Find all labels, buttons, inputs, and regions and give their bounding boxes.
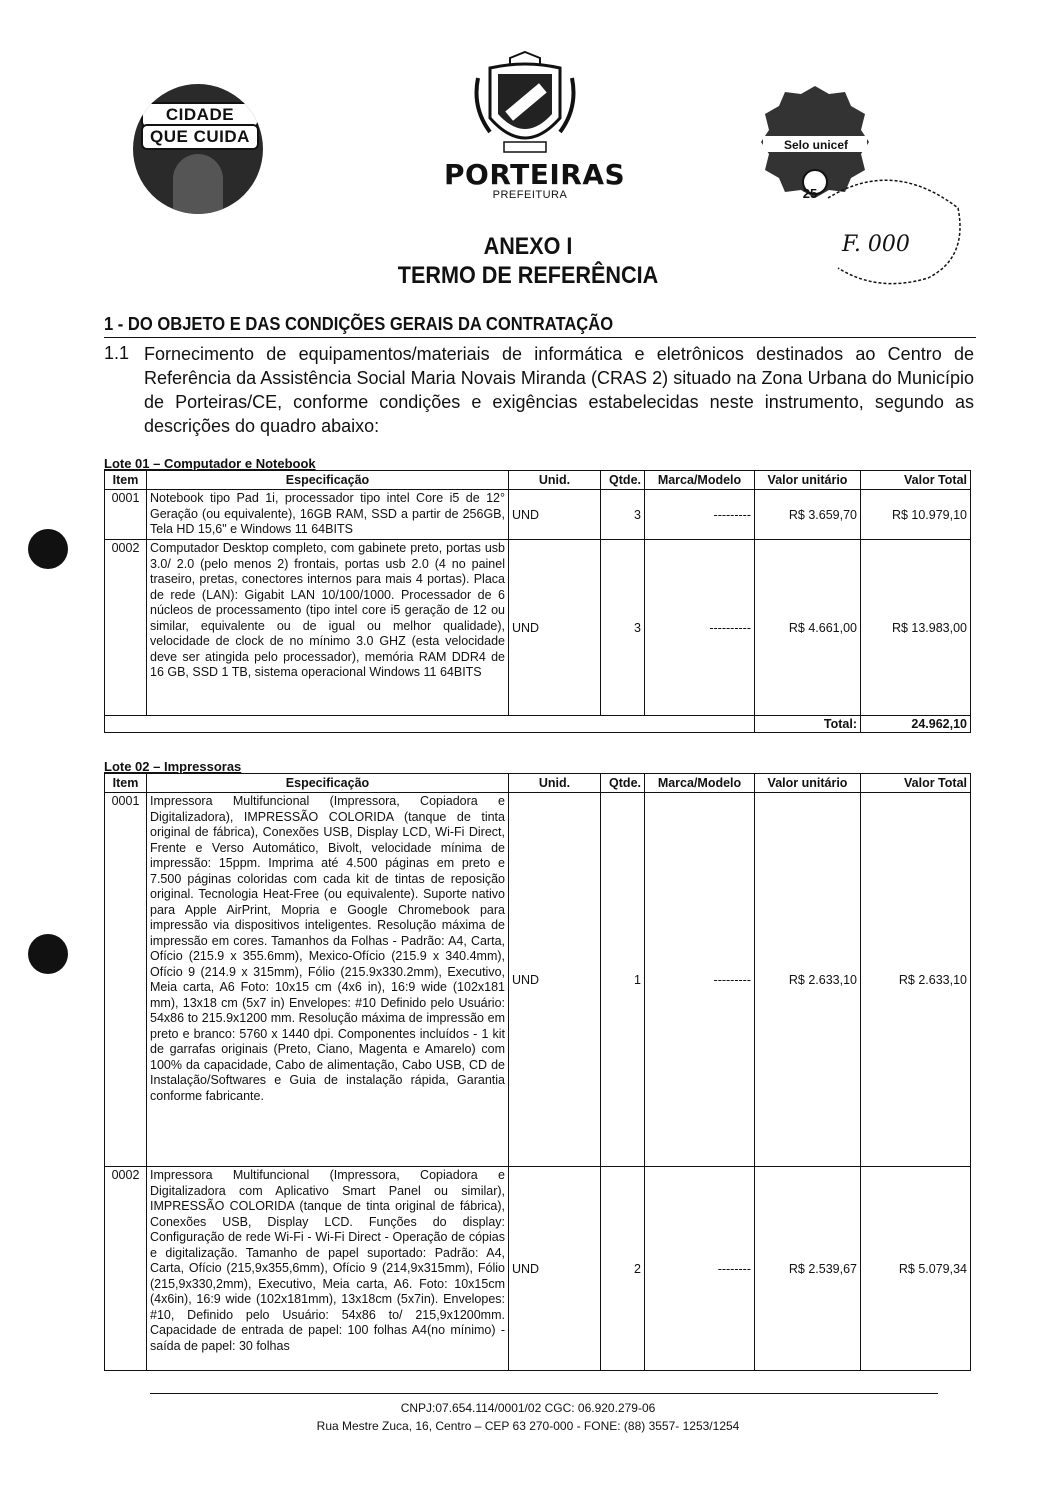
section-heading: 1 - DO OBJETO E DAS CONDIÇÕES GERAIS DA CONTRATAÇÃO — [104, 314, 614, 334]
cell-valor-total: R$ 13.983,00 — [861, 540, 971, 716]
col-unid: Unid. — [509, 471, 601, 490]
cell-item: 0001 — [105, 793, 147, 1167]
col-qtde: Qtde. — [601, 774, 645, 793]
table-row — [105, 793, 971, 1167]
total-value: 24.962,10 — [861, 716, 971, 733]
table-row — [105, 540, 971, 716]
cell-qtde: 2 — [601, 1167, 645, 1371]
cell-item: 0002 — [105, 540, 147, 716]
cell-valor-total: R$ 10.979,10 — [861, 490, 971, 540]
cell-item: 0002 — [105, 1167, 147, 1371]
col-spec: Especificação — [147, 471, 509, 490]
lote1-table — [104, 470, 971, 733]
footer-divider — [150, 1393, 938, 1394]
col-item: Item — [105, 471, 147, 490]
lote1-title: Lote 01 – Computador e Notebook — [104, 456, 316, 471]
table-row — [105, 1167, 971, 1371]
cell-marca: --------- — [645, 793, 755, 1167]
col-valor-total: Valor Total — [861, 774, 971, 793]
cell-unid: UND — [509, 540, 601, 716]
cidade-que-cuida-logo — [133, 84, 263, 214]
cell-marca: ---------- — [645, 540, 755, 716]
brand-name: PORTEIRAS — [444, 158, 626, 191]
col-valor-total: Valor Total — [861, 471, 971, 490]
col-marca: Marca/Modelo — [645, 774, 755, 793]
section-divider — [104, 337, 976, 338]
brand-subtitle: PREFEITURA — [492, 189, 568, 201]
paragraph-text: Fornecimento de equipamentos/materiais de informática e eletrônicos destinados ao Centro de Referência da Assistência Social Maria Novais Miranda (CRAS 2) situado na Zona Urbana do Município de Porteiras/CE, conforme condições e exigências estabelecidas neste instrumento, segundo as descrições do quadro abaixo: — [144, 344, 974, 436]
cell-marca: --------- — [645, 490, 755, 540]
cell-valor-total: R$ 5.079,34 — [861, 1167, 971, 1371]
col-item: Item — [105, 774, 147, 793]
footer-registration: CNPJ:07.654.114/0001/02 CGC: 06.920.279-06 — [400, 1401, 656, 1415]
cell-valor-unit: R$ 4.661,00 — [755, 540, 861, 716]
total-label: Total: — [755, 716, 861, 733]
cell-spec: Computador Desktop completo, com gabinete preto, portas usb 3.0/ 2.0 (pelo menos 2) frontais, portas usb 2.0 (4 no painel traseiro, pretas, conectores internos para mais 4 portas). Placa de rede (LAN): Gigabit LAN 10/100/1000. Processador de 6 núcleos de processamento (tipo intel core i5 geração de 12 ou similar, equivalente ou de igual ou melhor qualidade), velocidade de clock de no mínimo 3.0 GHZ (esta velocidade deve ser atingida pelo processador), memória RAM DDR4 de 16 GB, SSD 1 TB, sistema operacional Windows 11 64BITS — [147, 540, 509, 716]
cell-unid: UND — [509, 1167, 601, 1371]
cell-unid: UND — [509, 793, 601, 1167]
col-qtde: Qtde. — [601, 471, 645, 490]
municipal-crest-logo — [470, 48, 580, 160]
cell-valor-total: R$ 2.633,10 — [861, 793, 971, 1167]
table-row — [105, 490, 971, 540]
table-header-row — [105, 774, 971, 793]
logo-text-line1: CIDADE — [141, 102, 259, 128]
col-valor-unit: Valor unitário — [755, 774, 861, 793]
col-unid: Unid. — [509, 774, 601, 793]
punch-hole — [28, 934, 68, 974]
cell-item: 0001 — [105, 490, 147, 540]
stamp-text: F. 000 — [842, 232, 910, 257]
col-marca: Marca/Modelo — [645, 471, 755, 490]
cell-spec: Notebook tipo Pad 1i, processador tipo intel Core i5 de 12° Geração (ou equivalente), 16GB RAM, SSD a partir de 256GB, Tela HD 15,6" e Windows 11 64BITS — [147, 490, 509, 540]
lote2-title: Lote 02 – Impressoras — [104, 759, 242, 774]
lote2-table — [104, 773, 971, 1371]
cell-spec: Impressora Multifuncional (Impressora, Copiadora e Digitalizadora), IMPRESSÃO COLORIDA (tanque de tinta original de fábrica), Conexões USB, Display LCD, Wi-Fi Direct, Frente e Verso Automático, Bivolt, velocidade mínima de impressão: 15ppm. Imprima até 4.500 páginas em preto e 7.500 páginas coloridas com cada kit de tintas de reposição original. Tecnologia Heat-Free (ou equivalente). Suporte nativo para Apple AirPrint, Mopria e Google Chromebook para impressão via dispositivos inteligentes. Resolução máxima de impressão em cores. Tamanhos da Folhas - Padrão: A4, Carta, Ofício (215.9 x 355.6mm), Mexico-Ofício (215.9 x 340.4mm), Ofício 9 (214.9 x 315mm), Fólio (215.9x330.2mm), Executivo, Meia carta, A6 Foto: 10x15 cm (4x6 in), 16:9 wide (102x181 mm), 13x18 cm (5x7 in) Envelopes: #10 Definido pelo Usuário: 54x86 to 215.9x1200 mm. Resolução máxima de impressão em preto e branco: 5760 x 1440 dpi. Componentes incluídos - 1 kit de garrafas originais (Preto, Ciano, Magenta e Amarelo) com 100% da capacidade, Cabo de alimentação, Cabo USB, CD de Instalação/Softwares e Guia de instalação rápida, Garantia conforme fabricante. — [147, 793, 509, 1167]
cell-marca: -------- — [645, 1167, 755, 1371]
cell-valor-unit: R$ 3.659,70 — [755, 490, 861, 540]
col-valor-unit: Valor unitário — [755, 471, 861, 490]
cell-qtde: 1 — [601, 793, 645, 1167]
document-title: TERMO DE REFERÊNCIA — [397, 262, 659, 289]
punch-hole — [28, 529, 68, 569]
seal-number: 25 — [802, 186, 818, 201]
col-spec: Especificação — [147, 774, 509, 793]
logo-text-line2: QUE CUIDA — [141, 124, 259, 150]
logo-figure — [173, 154, 223, 214]
seal-label: Selo unicef — [783, 138, 848, 152]
cell-spec: Impressora Multifuncional (Impressora, Copiadora e Digitalizadora com Aplicativo Smart Panel ou similar), IMPRESSÃO COLORIDA (tanque de tinta original de fábrica), Conexões USB, Display LCD. Funções do display: Configuração de rede Wi-Fi - Wi-Fi Direct - Operação de cópias e digitalização. Tamanho de papel suportado: Padrão: A4, Carta, Ofício (215,9x355,6mm), Ofício 9 (214,9x315mm), Fólio (215,9x330,2mm), Executivo, Meia carta, A6. Foto: 10x15cm (4x6in), 16:9 wide (102x181mm), 13x18cm (5x7in). Envelopes: #10, Definido pelo Usuário: 54x86 to/ 215,9x1200mm. Capacidade de entrada de papel: 100 folhas A4(no mínimo) - saída de papel: 30 folhas — [147, 1167, 509, 1371]
total-row — [105, 716, 971, 733]
cell-unid: UND — [509, 490, 601, 540]
cell-qtde: 3 — [601, 540, 645, 716]
table-header-row — [105, 471, 971, 490]
cell-valor-unit: R$ 2.633,10 — [755, 793, 861, 1167]
cell-valor-unit: R$ 2.539,67 — [755, 1167, 861, 1371]
footer-address: Rua Mestre Zuca, 16, Centro – CEP 63 270-000 - FONE: (88) 3557- 1253/1254 — [316, 1419, 740, 1433]
annex-title: ANEXO I — [483, 233, 573, 260]
paragraph-number: 1.1 — [104, 343, 130, 363]
cell-qtde: 3 — [601, 490, 645, 540]
